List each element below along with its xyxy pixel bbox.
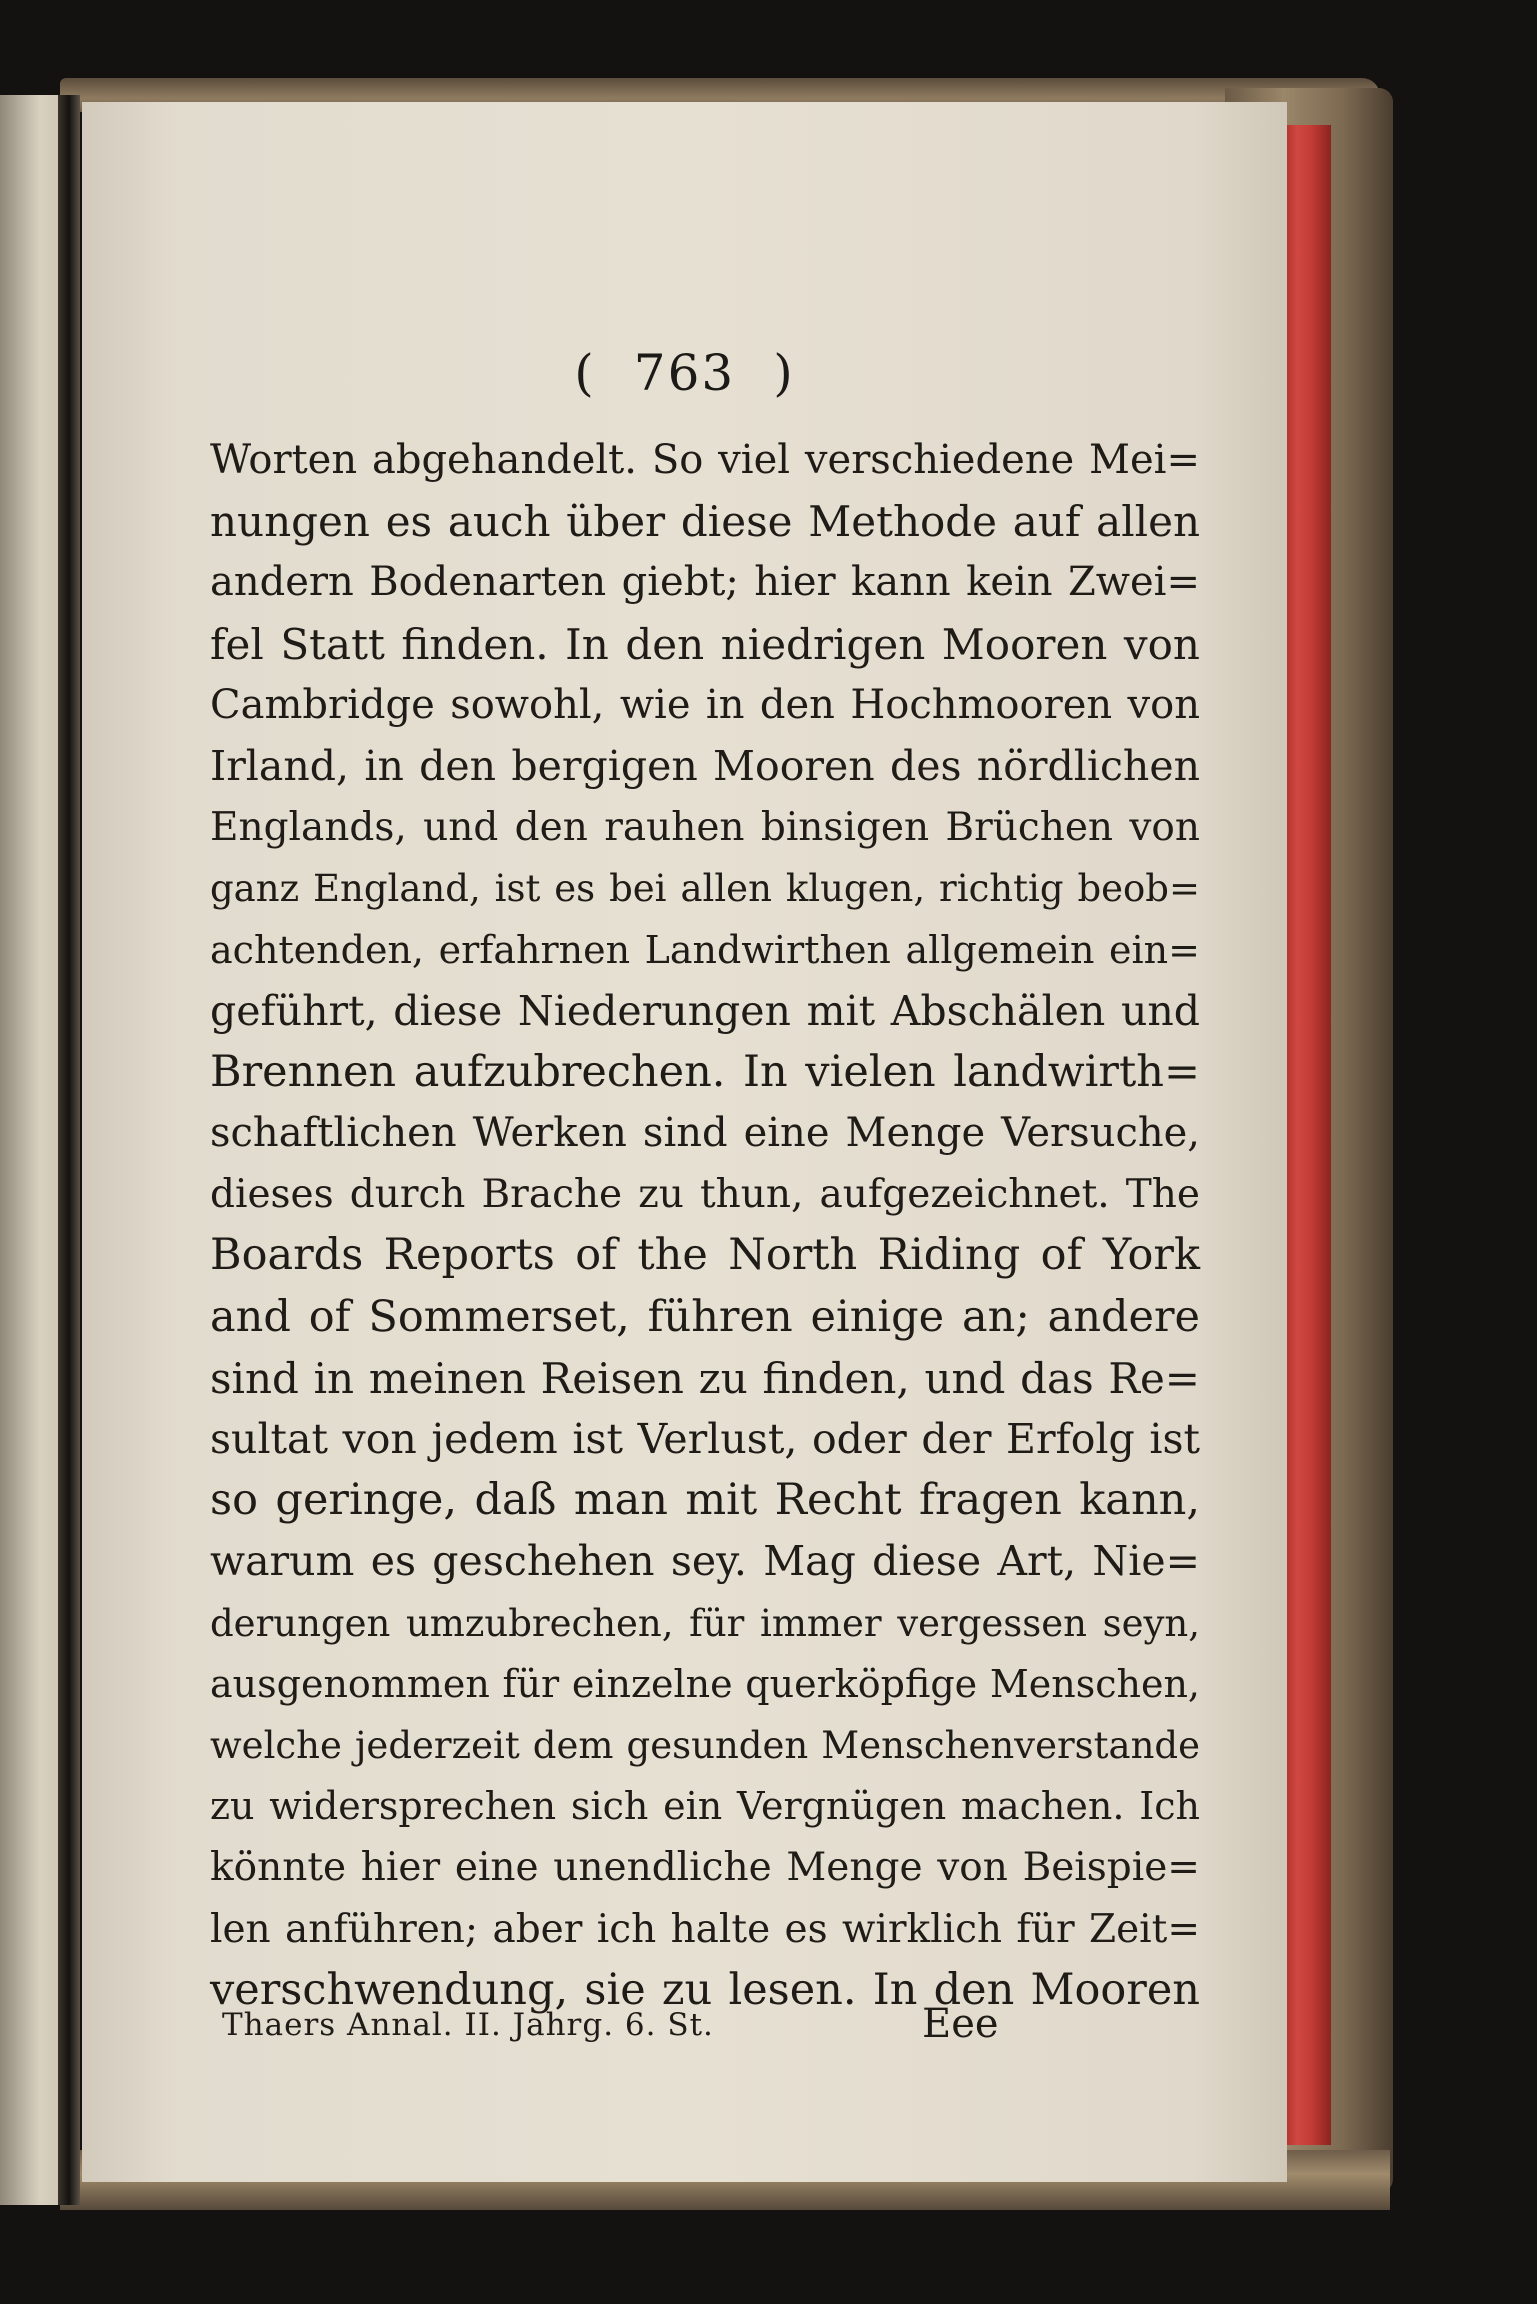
close-bracket: ) (773, 344, 795, 402)
open-bracket: ( (574, 344, 596, 402)
page-number: 763 (633, 344, 736, 402)
text-line: Cambridge sowohl, wie in den Hochmooren von (210, 681, 1200, 728)
text-line: ausgenommen für einzelne querköpfige Menschen, (210, 1661, 1200, 1706)
text-line: ganz England, ist es bei allen klugen, richtig beob= (210, 867, 1200, 911)
text-line: dieses durch Brache zu thun, aufgezeichnet. The (210, 1172, 1200, 1218)
text-line: Irland, in den bergigen Mooren des nördlichen (210, 741, 1200, 790)
text-line: andern Bodenarten giebt; hier kann kein Zwei= (210, 559, 1200, 606)
text-line: so geringe, daß man mit Recht fragen kann, (210, 1475, 1200, 1526)
catchword: Eee (922, 2001, 999, 2047)
signature-mark: Thaers Annal. II. Jahrg. 6. St. (222, 2007, 714, 2043)
page-header (82, 344, 1287, 402)
text-line: warum es geschehen sey. Mag diese Art, Nie= (210, 1537, 1200, 1586)
text-line: and of Sommerset, führen einige an; andere (210, 1291, 1200, 1342)
text-line: sultat von jedem ist Verlust, oder der Erfolg ist (210, 1415, 1200, 1463)
text-line: Englands, und den rauhen binsigen Brüchen von (210, 805, 1200, 851)
text-line: könnte hier eine unendliche Menge von Beispie= (210, 1845, 1200, 1891)
body-text (210, 430, 1200, 2021)
book-gutter (58, 95, 80, 2205)
text-line: verschwendung, sie zu lesen. In den Mooren (210, 1964, 1200, 2015)
text-line: zu widersprechen sich ein Vergnügen machen. Ich (210, 1784, 1200, 1829)
text-line: Boards Reports of the North Riding of York (210, 1230, 1200, 1281)
red-page-edge (1283, 125, 1331, 2145)
text-line: sind in meinen Reisen zu finden, und das Re= (210, 1353, 1200, 1403)
text-line: fel Statt finden. In den niedrigen Mooren von (210, 619, 1200, 669)
text-line: achtenden, erfahrnen Landwirthen allgemein ein= (210, 927, 1200, 972)
book-page (82, 102, 1287, 2182)
text-line: len anführen; aber ich halte es wirklich für Zeit= (210, 1906, 1200, 1952)
text-line: nungen es auch über diese Methode auf allen (210, 497, 1200, 547)
text-line: derungen umzubrechen, für immer vergessen seyn, (210, 1601, 1200, 1645)
text-line: Worten abgehandelt. So viel verschiedene Mei= (210, 437, 1200, 483)
text-line: schaftlichen Werken sind eine Menge Versuche, (210, 1110, 1200, 1157)
text-line: geführt, diese Niederungen mit Abschälen und (210, 986, 1200, 1035)
text-line: welche jederzeit dem gesunden Menschenverstande (210, 1723, 1200, 1767)
text-line: Brennen aufzubrechen. In vielen landwirth= (210, 1046, 1200, 1097)
